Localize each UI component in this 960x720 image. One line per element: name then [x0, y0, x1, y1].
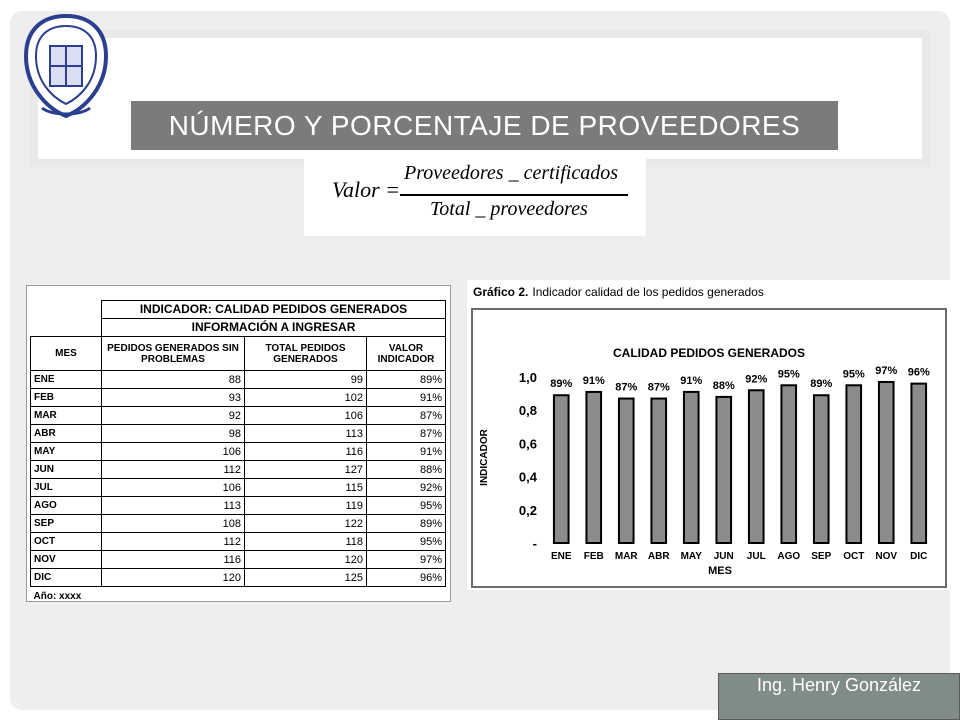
cell-mes: FEB: [31, 389, 102, 407]
table-year-footer: Año: xxxx: [33, 590, 82, 602]
chart-caption: [473, 285, 764, 299]
cell-total-pedidos: 106: [245, 407, 367, 425]
cell-valor-indicador: 92%: [367, 479, 446, 497]
cell-valor-indicador: 91%: [367, 443, 446, 461]
chart-caption-label: Gráfico 2.: [473, 285, 529, 299]
bar-data-label: 95%: [777, 368, 800, 381]
table-row: [31, 551, 446, 569]
table-row: [31, 425, 446, 443]
bar-data-label: 92%: [745, 373, 768, 386]
cell-valor-indicador: 87%: [367, 407, 446, 425]
table-subtitle: INFORMACIÓN A INGRESAR: [102, 319, 446, 337]
x-tick-label: MAY: [680, 551, 702, 562]
cell-total-pedidos: 102: [245, 389, 367, 407]
cell-total-pedidos: 99: [245, 371, 367, 389]
cell-pedidos-sin-problemas: 106: [102, 443, 245, 461]
university-seal-logo: [20, 12, 112, 120]
table-row: [31, 461, 446, 479]
cell-pedidos-sin-problemas: 112: [102, 461, 245, 479]
cell-total-pedidos: 122: [245, 515, 367, 533]
cell-pedidos-sin-problemas: 113: [102, 497, 245, 515]
bar-data-label: 95%: [842, 368, 865, 381]
formula-lhs: Valor =: [332, 177, 401, 202]
x-tick-label: ABR: [647, 551, 670, 562]
bar: [846, 385, 861, 543]
cell-pedidos-sin-problemas: 93: [102, 389, 245, 407]
y-tick-label: 0,6: [518, 436, 537, 452]
x-tick-label: JUL: [746, 551, 766, 562]
y-tick-label: 0,8: [518, 403, 537, 419]
bar: [814, 395, 829, 543]
slide-title: NÚMERO Y PORCENTAJE DE PROVEEDORES: [168, 109, 801, 141]
cell-pedidos-sin-problemas: 120: [102, 569, 245, 587]
cell-total-pedidos: 119: [245, 497, 367, 515]
table-row: [31, 389, 446, 407]
cell-mes: MAR: [31, 407, 102, 425]
bar: [911, 384, 926, 543]
cell-total-pedidos: 113: [245, 425, 367, 443]
cell-pedidos-sin-problemas: 112: [102, 533, 245, 551]
col-header-valor-indicador: VALOR INDICADOR: [367, 337, 446, 371]
chart-image: [467, 280, 950, 590]
bar-data-label: 96%: [907, 366, 930, 379]
bar: [586, 392, 601, 543]
cell-mes: OCT: [31, 533, 102, 551]
cell-valor-indicador: 89%: [367, 371, 446, 389]
cell-pedidos-sin-problemas: 108: [102, 515, 245, 533]
bar: [879, 382, 894, 543]
chart-caption-text: Indicador calidad de los pedidos generados: [532, 285, 764, 299]
y-tick-label: 0,2: [518, 502, 537, 518]
table-row: [31, 533, 446, 551]
bar-data-label: 87%: [615, 381, 638, 394]
cell-pedidos-sin-problemas: 98: [102, 425, 245, 443]
cell-valor-indicador: 89%: [367, 515, 446, 533]
cell-valor-indicador: 87%: [367, 425, 446, 443]
cell-pedidos-sin-problemas: 116: [102, 551, 245, 569]
formula-image: [304, 150, 646, 236]
bar-data-label: 91%: [680, 374, 703, 387]
y-tick-label: 1,0: [518, 369, 537, 385]
cell-valor-indicador: 95%: [367, 533, 446, 551]
bar: [684, 392, 699, 543]
cell-pedidos-sin-problemas: 88: [102, 371, 245, 389]
cell-mes: NOV: [31, 551, 102, 569]
author-credit: Ing. Henry González: [718, 673, 960, 720]
y-axis-title: INDICADOR: [479, 429, 490, 486]
cell-total-pedidos: 118: [245, 533, 367, 551]
cell-mes: JUL: [31, 479, 102, 497]
x-tick-label: AGO: [777, 551, 801, 562]
x-tick-label: JUN: [713, 551, 734, 562]
bar: [619, 399, 634, 543]
x-tick-label: MAR: [614, 551, 638, 562]
cell-mes: JUN: [31, 461, 102, 479]
cell-valor-indicador: 96%: [367, 569, 446, 587]
bar: [554, 395, 569, 543]
x-tick-label: FEB: [583, 551, 604, 562]
bar-data-label: 88%: [712, 379, 735, 392]
table-row: [31, 515, 446, 533]
cell-mes: SEP: [31, 515, 102, 533]
table-row: [31, 371, 446, 389]
table-row: [31, 443, 446, 461]
cell-total-pedidos: 120: [245, 551, 367, 569]
table-row: [31, 569, 446, 587]
x-axis-title: MES: [708, 565, 732, 577]
col-header-mes: MES: [31, 337, 102, 371]
table-title: INDICADOR: CALIDAD PEDIDOS GENERADOS: [102, 301, 446, 319]
y-tick-label: 0,4: [518, 469, 537, 485]
x-tick-label: SEP: [811, 551, 832, 562]
cell-total-pedidos: 116: [245, 443, 367, 461]
col-header-total-pedidos: TOTAL PEDIDOS GENERADOS: [245, 337, 367, 371]
cell-mes: ABR: [31, 425, 102, 443]
col-header-pedidos-sin-problemas: PEDIDOS GENERADOS SIN PROBLEMAS: [102, 337, 245, 371]
x-tick-label: NOV: [875, 551, 898, 562]
y-tick-label: -: [532, 536, 537, 551]
cell-mes: ENE: [31, 371, 102, 389]
bar-data-label: 89%: [550, 378, 573, 391]
bar-data-label: 89%: [810, 378, 833, 391]
cell-mes: MAY: [31, 443, 102, 461]
cell-mes: DIC: [31, 569, 102, 587]
bar: [716, 397, 731, 543]
bar-data-label: 91%: [582, 374, 605, 387]
x-tick-label: ENE: [550, 551, 572, 562]
indicator-table: [30, 300, 446, 604]
bar: [749, 390, 764, 543]
bar-data-label: 87%: [647, 381, 670, 394]
cell-total-pedidos: 115: [245, 479, 367, 497]
cell-valor-indicador: 95%: [367, 497, 446, 515]
bar-data-label: 97%: [875, 364, 898, 377]
bar-chart: [473, 310, 945, 586]
cell-pedidos-sin-problemas: 92: [102, 407, 245, 425]
cell-valor-indicador: 88%: [367, 461, 446, 479]
table-row: [31, 407, 446, 425]
formula-fraction-bar: [400, 194, 628, 196]
bar: [651, 399, 666, 543]
x-tick-label: OCT: [843, 551, 865, 562]
table-row: [31, 479, 446, 497]
bar: [781, 385, 796, 543]
cell-valor-indicador: 97%: [367, 551, 446, 569]
cell-total-pedidos: 127: [245, 461, 367, 479]
cell-mes: AGO: [31, 497, 102, 515]
indicator-table-image: [26, 285, 451, 602]
formula-denominator: Total _ proveedores: [430, 198, 588, 220]
slide-title-bar: [131, 101, 838, 150]
cell-pedidos-sin-problemas: 106: [102, 479, 245, 497]
cell-total-pedidos: 125: [245, 569, 367, 587]
table-row: [31, 497, 446, 515]
chart-box: [471, 308, 947, 588]
cell-valor-indicador: 91%: [367, 389, 446, 407]
chart-title: CALIDAD PEDIDOS GENERADOS: [612, 346, 806, 360]
formula-numerator: Proveedores _ certificados: [404, 162, 619, 184]
x-tick-label: DIC: [910, 551, 928, 562]
